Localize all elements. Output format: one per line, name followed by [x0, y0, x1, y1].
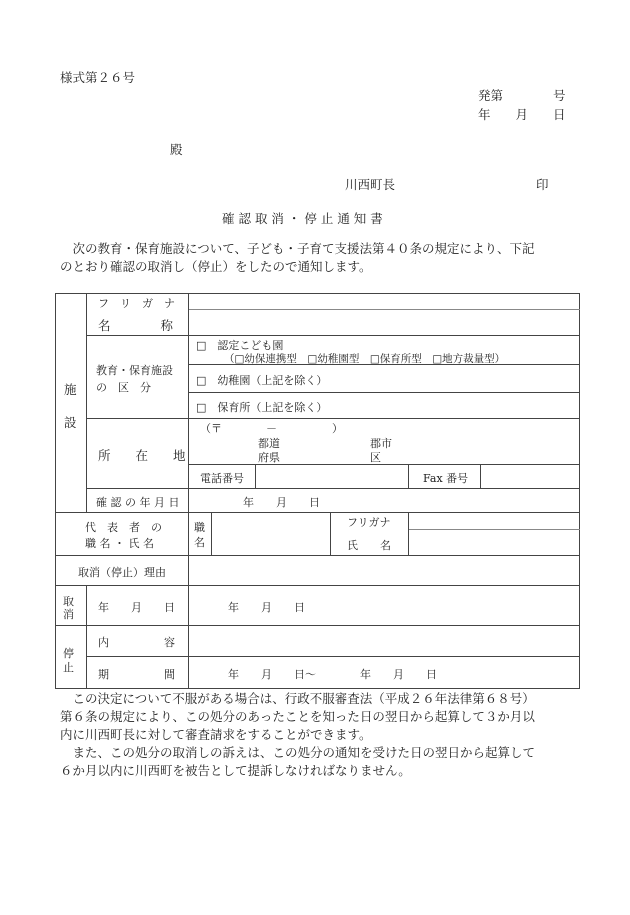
issue-number-field: 発第 号 — [478, 88, 566, 103]
cancel-date-field[interactable]: 年 月 日 — [228, 601, 305, 614]
sender-name: 川西町長 — [345, 177, 396, 192]
option-nintei-subtypes[interactable]: （□幼保連携型 □幼稚園型 □保育所型 □地方裁量型） — [224, 353, 506, 365]
category-label: の 区 分 — [96, 381, 151, 394]
cancel-date-label: 年 月 日 — [98, 601, 175, 614]
facility-label: 設 — [64, 415, 77, 430]
confirm-date-label: 確 認 の 年 月 日 — [96, 496, 180, 509]
option-nursery[interactable]: □ 保育所（上記を除く） — [196, 401, 328, 414]
suspend-label: 止 — [63, 661, 74, 674]
title-label: 職 — [194, 521, 205, 534]
content-label: 内 容 — [98, 636, 175, 649]
city-label: 区 — [370, 451, 381, 464]
fax-field[interactable] — [481, 465, 579, 488]
period-field[interactable]: 年 月 日～ 年 月 日 — [228, 668, 437, 681]
name-label: 名 称 — [98, 318, 174, 333]
option-nintei-kodomoen[interactable]: □ 認定こども園 — [196, 339, 284, 352]
period-label: 期 間 — [98, 668, 175, 681]
appeal-notice — [60, 690, 535, 780]
representative-label: 職 名 ・ 氏 名 — [85, 537, 154, 550]
phone-label: 電話番号 — [200, 472, 244, 485]
category-label: 教育・保育施設 — [96, 364, 173, 377]
document-title: 確 認 取 消 ・ 停 止 通 知 書 — [222, 211, 383, 226]
address-label: 所 在 地 — [98, 448, 186, 463]
rep-name-field[interactable] — [409, 513, 579, 555]
furigana-field[interactable] — [189, 294, 579, 309]
option-kindergarten[interactable]: □ 幼稚園（上記を除く） — [196, 374, 328, 387]
issue-date-field: 年 月 日 — [478, 107, 566, 122]
rep-name-label: 氏 名 — [347, 539, 391, 552]
cancel-label: 取 — [63, 595, 74, 608]
content-field[interactable] — [189, 626, 579, 656]
prefecture-label: 府県 — [258, 451, 280, 464]
city-label: 郡市 — [370, 437, 392, 450]
rep-furigana-label: フリガナ — [347, 516, 391, 529]
form-number: 様式第２６号 — [60, 70, 136, 85]
suspend-label: 停 — [63, 647, 74, 660]
furigana-label: フ リ ガ ナ — [98, 297, 175, 310]
facility-label: 施 — [64, 382, 77, 397]
title-field[interactable] — [212, 513, 330, 555]
cancel-label: 消 — [63, 608, 74, 621]
addressee-suffix: 殿 — [170, 142, 183, 157]
intro-line: 次の教育・保育施設について、子ども・子育て支援法第４０条の規定により、下記 — [60, 241, 535, 256]
notice-line: ６か月以内に川西町を被告として提訴しなければなりません。 — [60, 763, 411, 778]
prefecture-label: 都道 — [258, 437, 280, 450]
phone-field[interactable] — [256, 465, 408, 488]
postal-code-field[interactable]: （〒 － ） — [200, 422, 343, 435]
seal-mark: 印 — [536, 177, 549, 192]
reason-field[interactable] — [189, 556, 579, 585]
notice-line: また、この処分の取消しの訴えは、この処分の通知を受けた日の翌日から起算して — [60, 745, 536, 760]
notice-line: 内に川西町長に対して審査請求をすることができます。 — [60, 727, 372, 742]
representative-label: 代 表 者 の — [85, 521, 162, 534]
name-field[interactable] — [189, 310, 579, 335]
notice-line: この決定について不服がある場合は、行政不服審査法（平成２６年法律第６８号） — [60, 691, 535, 706]
notice-line: 第６条の規定により、この処分のあったことを知った日の翌日から起算して３か月以 — [60, 709, 535, 724]
title-label: 名 — [194, 536, 205, 549]
confirm-date-field[interactable]: 年 月 日 — [243, 496, 320, 509]
intro-line: のとおり確認の取消し（停止）をしたので通知します。 — [60, 259, 372, 274]
fax-label: Fax 番号 — [423, 472, 469, 485]
reason-label: 取消（停止）理由 — [78, 566, 166, 579]
